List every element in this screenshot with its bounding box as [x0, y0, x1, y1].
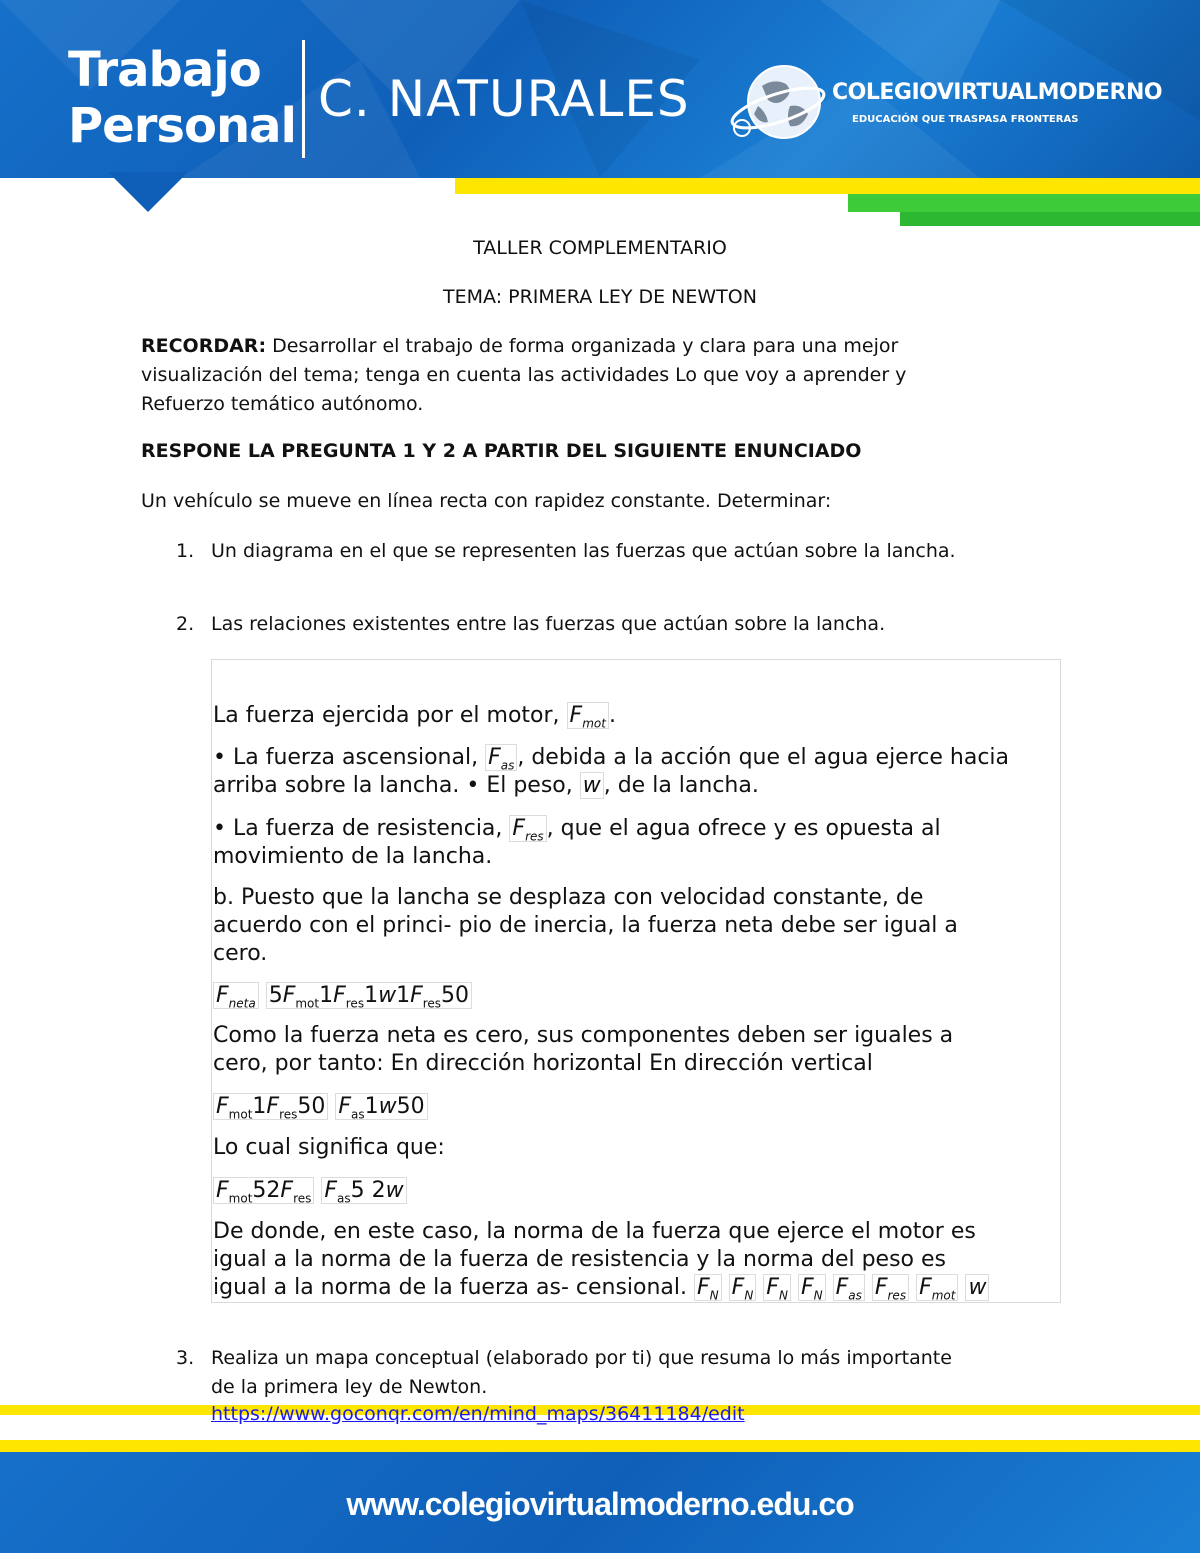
reminder-text-2: visualización del tema; tenga en cuenta las actividades Lo que voy a aprender y: [141, 364, 907, 386]
sym-sub: mot: [931, 1288, 956, 1303]
school-tagline: EDUCACIÓN QUE TRASPASA FRONTERAS: [852, 114, 1079, 125]
reminder-text-3: Refuerzo temático autónomo.: [141, 393, 424, 415]
sym-sub: res: [887, 1288, 907, 1303]
sym-letter: F: [766, 1275, 779, 1300]
answer-line-5: movimiento de la lancha.: [213, 844, 493, 869]
question-number: 2.: [176, 613, 195, 635]
question-number: 1.: [176, 540, 195, 562]
question-text: Las relaciones existentes entre las fuerzas que actúan sobre la lancha.: [211, 613, 886, 635]
header-yellow-stripe: [455, 178, 1200, 194]
symbol-f-mot: [567, 702, 609, 729]
sym-letter: F: [800, 1275, 814, 1300]
symbol-f-neta: [213, 982, 259, 1009]
header-subject: C. NATURALES: [318, 70, 690, 128]
sym-sub: N: [778, 1288, 788, 1303]
symbol-f-mot: [916, 1274, 958, 1301]
sym-sub: as: [500, 758, 515, 773]
symbol-f-res: [872, 1274, 909, 1301]
equation-result: [213, 1177, 1073, 1212]
sym-sub: neta: [228, 996, 256, 1011]
header-notch: [108, 172, 188, 212]
symbol-f-n: [729, 1274, 757, 1301]
sym-letter: F: [512, 816, 526, 841]
sym-letter: F: [835, 1275, 849, 1300]
answer-line-3: [213, 772, 1073, 800]
sym-letter: F: [488, 745, 501, 770]
sym-letter: F: [569, 703, 583, 728]
answer-text: arriba sobre la lancha. • El peso,: [213, 773, 580, 798]
answer-line-7: acuerdo con el princi- pio de inercia, la fuerza neta debe ser igual a: [213, 913, 958, 938]
reminder-text-1: Desarrollar el trabajo de forma organizada y clara para una mejor: [266, 335, 899, 357]
school-name: COLEGIOVIRTUALMODERNO: [832, 80, 1163, 105]
answer-line-8: cero.: [213, 941, 268, 966]
question-number: 3.: [176, 1347, 195, 1369]
sym-letter: F: [874, 1275, 888, 1300]
equation-vertical: $F_{as}1w50$: [335, 1093, 427, 1120]
equation-result-horizontal: $F_{mot}52F_{res}$: [213, 1177, 314, 1204]
answer-text: , que el agua ofrece y es opuesta al: [546, 816, 941, 841]
header-title-line1: Trabajo: [68, 42, 261, 98]
answer-line-1: [213, 702, 1073, 737]
footer-website: www.colegiovirtualmoderno.edu.co: [346, 1486, 854, 1522]
document-topic: TEMA: PRIMERA LEY DE NEWTON: [443, 286, 757, 308]
sym-sub: res: [422, 996, 442, 1011]
sym-sub: res: [279, 1107, 298, 1122]
question-text-cont: de la primera ley de Newton.: [211, 1376, 488, 1398]
equation-body: $5F_{mot}1F_{res}1w1F_{res}50$: [266, 982, 472, 1009]
header-green-stripe-2: [900, 212, 1200, 226]
sym-sub: mot: [228, 1191, 253, 1206]
answer-line-6: b. Puesto que la lancha se desplaza con velocidad constante, de: [213, 885, 924, 910]
sym-sub: N: [813, 1288, 823, 1303]
sym-sub: mot: [228, 1107, 253, 1122]
answer-line-9: Como la fuerza neta es cero, sus componentes deben ser iguales a: [213, 1023, 954, 1048]
symbol-w: w: [965, 1274, 989, 1301]
answer-text: igual a la norma de la fuerza as- censional.: [213, 1275, 695, 1300]
header-divider: [302, 40, 305, 158]
answer-line-10: cero, por tanto: En dirección horizontal En dirección vertical: [213, 1051, 873, 1076]
sym-sub: mot: [295, 996, 320, 1011]
answer-line-14: [213, 1274, 1073, 1309]
sym-letter: F: [731, 1275, 745, 1300]
sym-sub: res: [293, 1191, 312, 1206]
sym-sub: as: [337, 1191, 351, 1206]
answer-line-13: igual a la norma de la fuerza de resistencia y la norma del peso es: [213, 1247, 947, 1272]
sym-sub: N: [709, 1288, 719, 1303]
page-header: [0, 0, 1200, 240]
answer-text: La fuerza ejercida por el motor,: [213, 703, 567, 728]
symbol-f-n: [694, 1274, 722, 1301]
equation-horizontal: $F_{mot}1F_{res}50$: [213, 1093, 328, 1120]
symbol-w: w: [580, 772, 604, 799]
footer-yellow-stripe-2: [0, 1440, 1200, 1452]
symbol-f-n: [763, 1274, 791, 1301]
header-title-line2: Personal: [68, 98, 296, 154]
header-green-stripe: [848, 194, 1200, 212]
equation-components: [213, 1093, 1073, 1128]
answer-line-11: Lo cual significa que:: [213, 1135, 445, 1160]
equation-result-vertical: $F_{as}5$ 2w: [321, 1177, 406, 1204]
document-heading: TALLER COMPLEMENTARIO: [473, 237, 727, 259]
equation-net-force: [213, 982, 1073, 1017]
symbol-f-n: [798, 1274, 826, 1301]
sym-sub: res: [345, 996, 365, 1011]
instruction: RESPONE LA PREGUNTA 1 Y 2 A PARTIR DEL SIGUIENTE ENUNCIADO: [141, 440, 862, 462]
symbol-f-as: [833, 1274, 865, 1301]
mind-map-link[interactable]: https://www.goconqr.com/en/mind_maps/36411184/edit: [211, 1403, 745, 1425]
sym-sub: res: [525, 829, 544, 844]
symbol-f-as: [485, 744, 517, 771]
answer-text: , de la lancha.: [603, 773, 759, 798]
sym-sub: as: [351, 1107, 365, 1122]
sym-sub: N: [744, 1288, 754, 1303]
answer-text: , debida a la acción que el agua ejerce hacia: [517, 745, 1010, 770]
problem-statement: Un vehículo se mueve en línea recta con rapidez constante. Determinar:: [141, 490, 832, 512]
sym-sub: as: [848, 1288, 862, 1303]
question-text: Realiza un mapa conceptual (elaborado por ti) que resuma lo más importante: [211, 1347, 952, 1369]
sym-letter: F: [216, 983, 229, 1008]
answer-text: .: [608, 703, 616, 728]
answer-line-12: De donde, en este caso, la norma de la fuerza que ejerce el motor es: [213, 1219, 976, 1244]
symbol-f-res: [509, 815, 546, 842]
reminder-paragraph: [141, 332, 906, 419]
question-text: Un diagrama en el que se representen las fuerzas que actúan sobre la lancha.: [211, 540, 956, 562]
answer-text: • La fuerza ascensional,: [213, 745, 486, 770]
globe-logo-icon: [728, 56, 828, 146]
answer-text: • La fuerza de resistencia,: [213, 816, 510, 841]
reminder-label: RECORDAR:: [141, 335, 267, 357]
sym-letter: F: [919, 1275, 932, 1300]
sym-sub: mot: [582, 716, 606, 731]
sym-letter: F: [697, 1275, 710, 1300]
